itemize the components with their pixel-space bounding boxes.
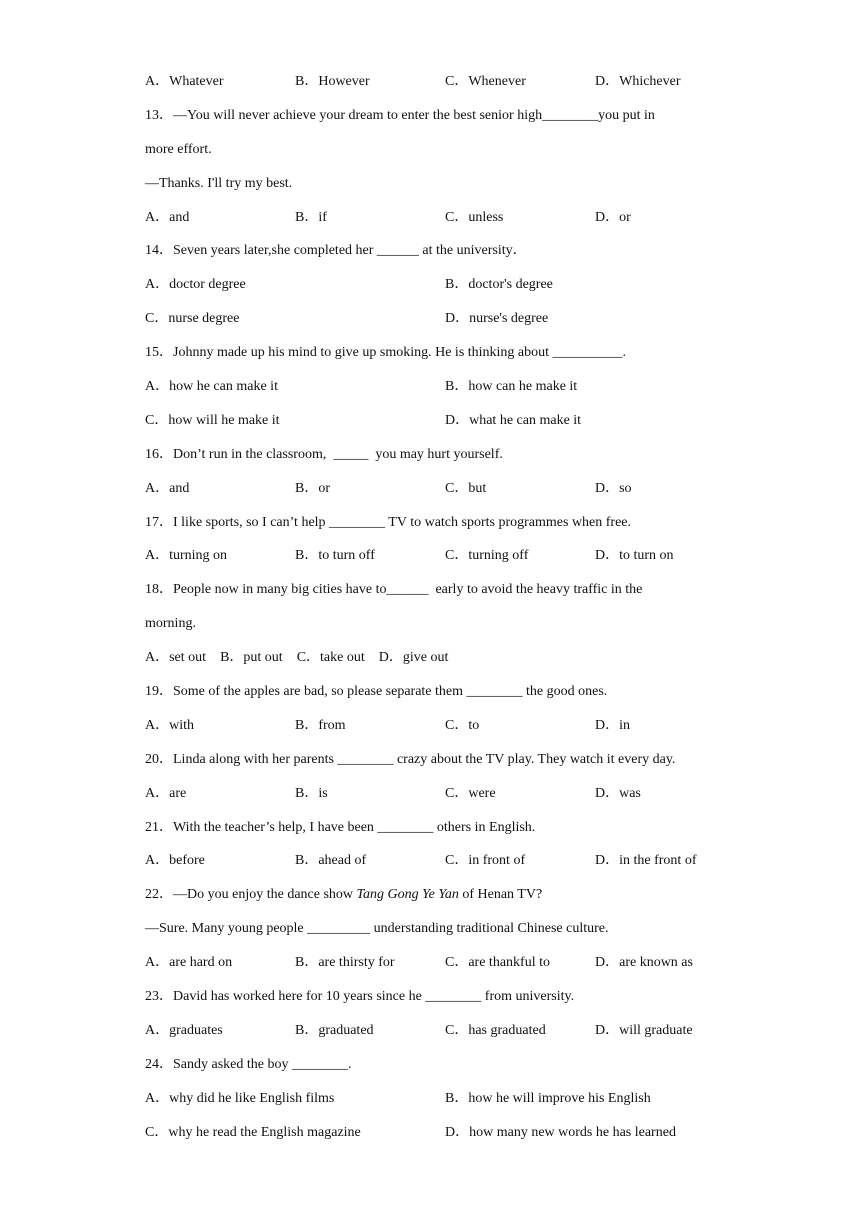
- q12-options: [145, 70, 745, 104]
- q18-option-c: C．take out: [296, 650, 365, 666]
- q21-options: [145, 849, 745, 883]
- q15-option-b: B．how can he make it: [445, 379, 578, 395]
- q14-option-b: B．doctor's degree: [445, 277, 553, 293]
- q13-option-a: A．and: [145, 209, 190, 225]
- q22-option-d: D．are known as: [595, 955, 693, 971]
- q20-option-b: B．is: [295, 785, 328, 801]
- q20-option-d: D．was: [595, 785, 641, 801]
- q17-option-c: C．turning off: [445, 548, 529, 564]
- q12-option-b: B．However: [295, 74, 370, 89]
- q18-option-a: A．set out: [145, 650, 207, 666]
- q18-option-d: D．give out: [378, 650, 449, 666]
- q21-question: 21．With the teacher’s help, I have been ________ others in English.: [145, 819, 536, 835]
- q13-option-b: B．if: [295, 209, 327, 225]
- q23-question: 23．David has worked here for 10 years since he ________ from university.: [145, 989, 575, 1005]
- q21-option-c: C．in front of: [445, 853, 526, 869]
- q13-question-line2: more effort.: [145, 141, 212, 157]
- q23-option-a: A．graduates: [145, 1022, 223, 1038]
- q16-option-b: B．or: [295, 480, 330, 496]
- q20-options: [145, 782, 745, 816]
- q16-options: [145, 477, 745, 511]
- q19-option-b: B．from: [295, 717, 346, 733]
- q18-option-b: B．put out: [220, 650, 283, 666]
- q22-option-c: C．are thankful to: [445, 955, 550, 971]
- q22-text-pre: 22．—Do you enjoy the dance show: [145, 887, 357, 903]
- q24-option-a: A．why did he like English films: [145, 1090, 335, 1106]
- q24-option-b: B．how he will improve his English: [445, 1090, 651, 1106]
- q19-question: 19．Some of the apples are bad, so please separate them ________ the good ones.: [145, 684, 608, 700]
- q15-options-row2: [145, 409, 745, 443]
- q22-option-b: B．are thirsty for: [295, 955, 395, 971]
- q16-option-a: A．and: [145, 480, 190, 496]
- q13-question-line1: 13．—You will never achieve your dream to enter the best senior high________you put in: [145, 107, 655, 123]
- q23-options: [145, 1019, 745, 1053]
- q19-option-c: C．to: [445, 717, 480, 733]
- q13-option-c: C．unless: [445, 209, 504, 225]
- q17-option-b: B．to turn off: [295, 548, 375, 564]
- q23-option-c: C．has graduated: [445, 1022, 546, 1038]
- q14-option-a: A．doctor degree: [145, 277, 246, 293]
- q13-options: [145, 206, 745, 240]
- q19-option-a: A．with: [145, 717, 194, 733]
- q19-option-d: D．in: [595, 717, 630, 733]
- q19-options: [145, 714, 745, 748]
- q22-text-post: of Henan TV?: [458, 887, 543, 903]
- q20-option-a: A．are: [145, 785, 187, 801]
- q15-option-c: C．how will he make it: [145, 412, 280, 428]
- q15-options-row1: [145, 375, 745, 409]
- q23-option-d: D．will graduate: [595, 1022, 693, 1038]
- q17-question: 17．I like sports, so I can’t help ________ TV to watch sports programmes when free.: [145, 514, 632, 530]
- q13-question-line3: —Thanks. I'll try my best.: [145, 175, 293, 191]
- q23-option-b: B．graduated: [295, 1022, 374, 1038]
- q17-option-d: D．to turn on: [595, 548, 674, 564]
- q16-option-c: C．but: [445, 480, 487, 496]
- q22-option-a: A．are hard on: [145, 955, 233, 971]
- q12-option-c: C．Whenever: [445, 74, 526, 89]
- q24-options-row2: [145, 1121, 745, 1155]
- q17-option-a: A．turning on: [145, 548, 228, 564]
- q17-options: [145, 544, 745, 578]
- q18-question-line1: 18．People now in many big cities have to______ early to avoid the heavy traffic in the: [145, 582, 643, 598]
- q14-option-c: C．nurse degree: [145, 311, 240, 327]
- q16-option-d: D．so: [595, 480, 632, 496]
- q24-option-d: D．how many new words he has learned: [445, 1124, 676, 1140]
- q22-show-title: Tang Gong Ye Yan: [356, 887, 459, 903]
- q14-question: 14．Seven years later,she completed her ______ at the university．: [145, 243, 527, 259]
- q14-options-row1: [145, 273, 745, 307]
- q18-question-line2: morning.: [145, 616, 196, 632]
- exam-document: [145, 70, 745, 1155]
- q24-options-row1: [145, 1087, 745, 1121]
- q22-question-line1: [145, 883, 745, 917]
- q21-option-a: A．before: [145, 853, 205, 869]
- q13-option-d: D．or: [595, 209, 631, 225]
- q20-question: 20．Linda along with her parents ________ crazy about the TV play. They watch it every day.: [145, 751, 676, 767]
- q18-options: [145, 646, 745, 680]
- q21-option-d: D．in the front of: [595, 853, 697, 869]
- q14-options-row2: [145, 307, 745, 341]
- q15-option-a: A．how he can make it: [145, 379, 278, 395]
- q22-options: [145, 951, 745, 985]
- q12-option-a: A．Whatever: [145, 74, 224, 89]
- q12-option-d: D．Whichever: [595, 74, 681, 89]
- q22-question-line2: —Sure. Many young people _________ understanding traditional Chinese culture.: [145, 921, 609, 937]
- q21-option-b: B．ahead of: [295, 853, 367, 869]
- q15-option-d: D．what he can make it: [445, 412, 582, 428]
- q14-option-d: D．nurse's degree: [445, 311, 549, 327]
- q24-question: 24．Sandy asked the boy ________.: [145, 1056, 352, 1072]
- q16-question: 16．Don’t run in the classroom, _____ you may hurt yourself.: [145, 446, 503, 462]
- q15-question: 15．Johnny made up his mind to give up smoking. He is thinking about __________.: [145, 345, 627, 361]
- q20-option-c: C．were: [445, 785, 496, 801]
- q24-option-c: C．why he read the English magazine: [145, 1124, 361, 1140]
